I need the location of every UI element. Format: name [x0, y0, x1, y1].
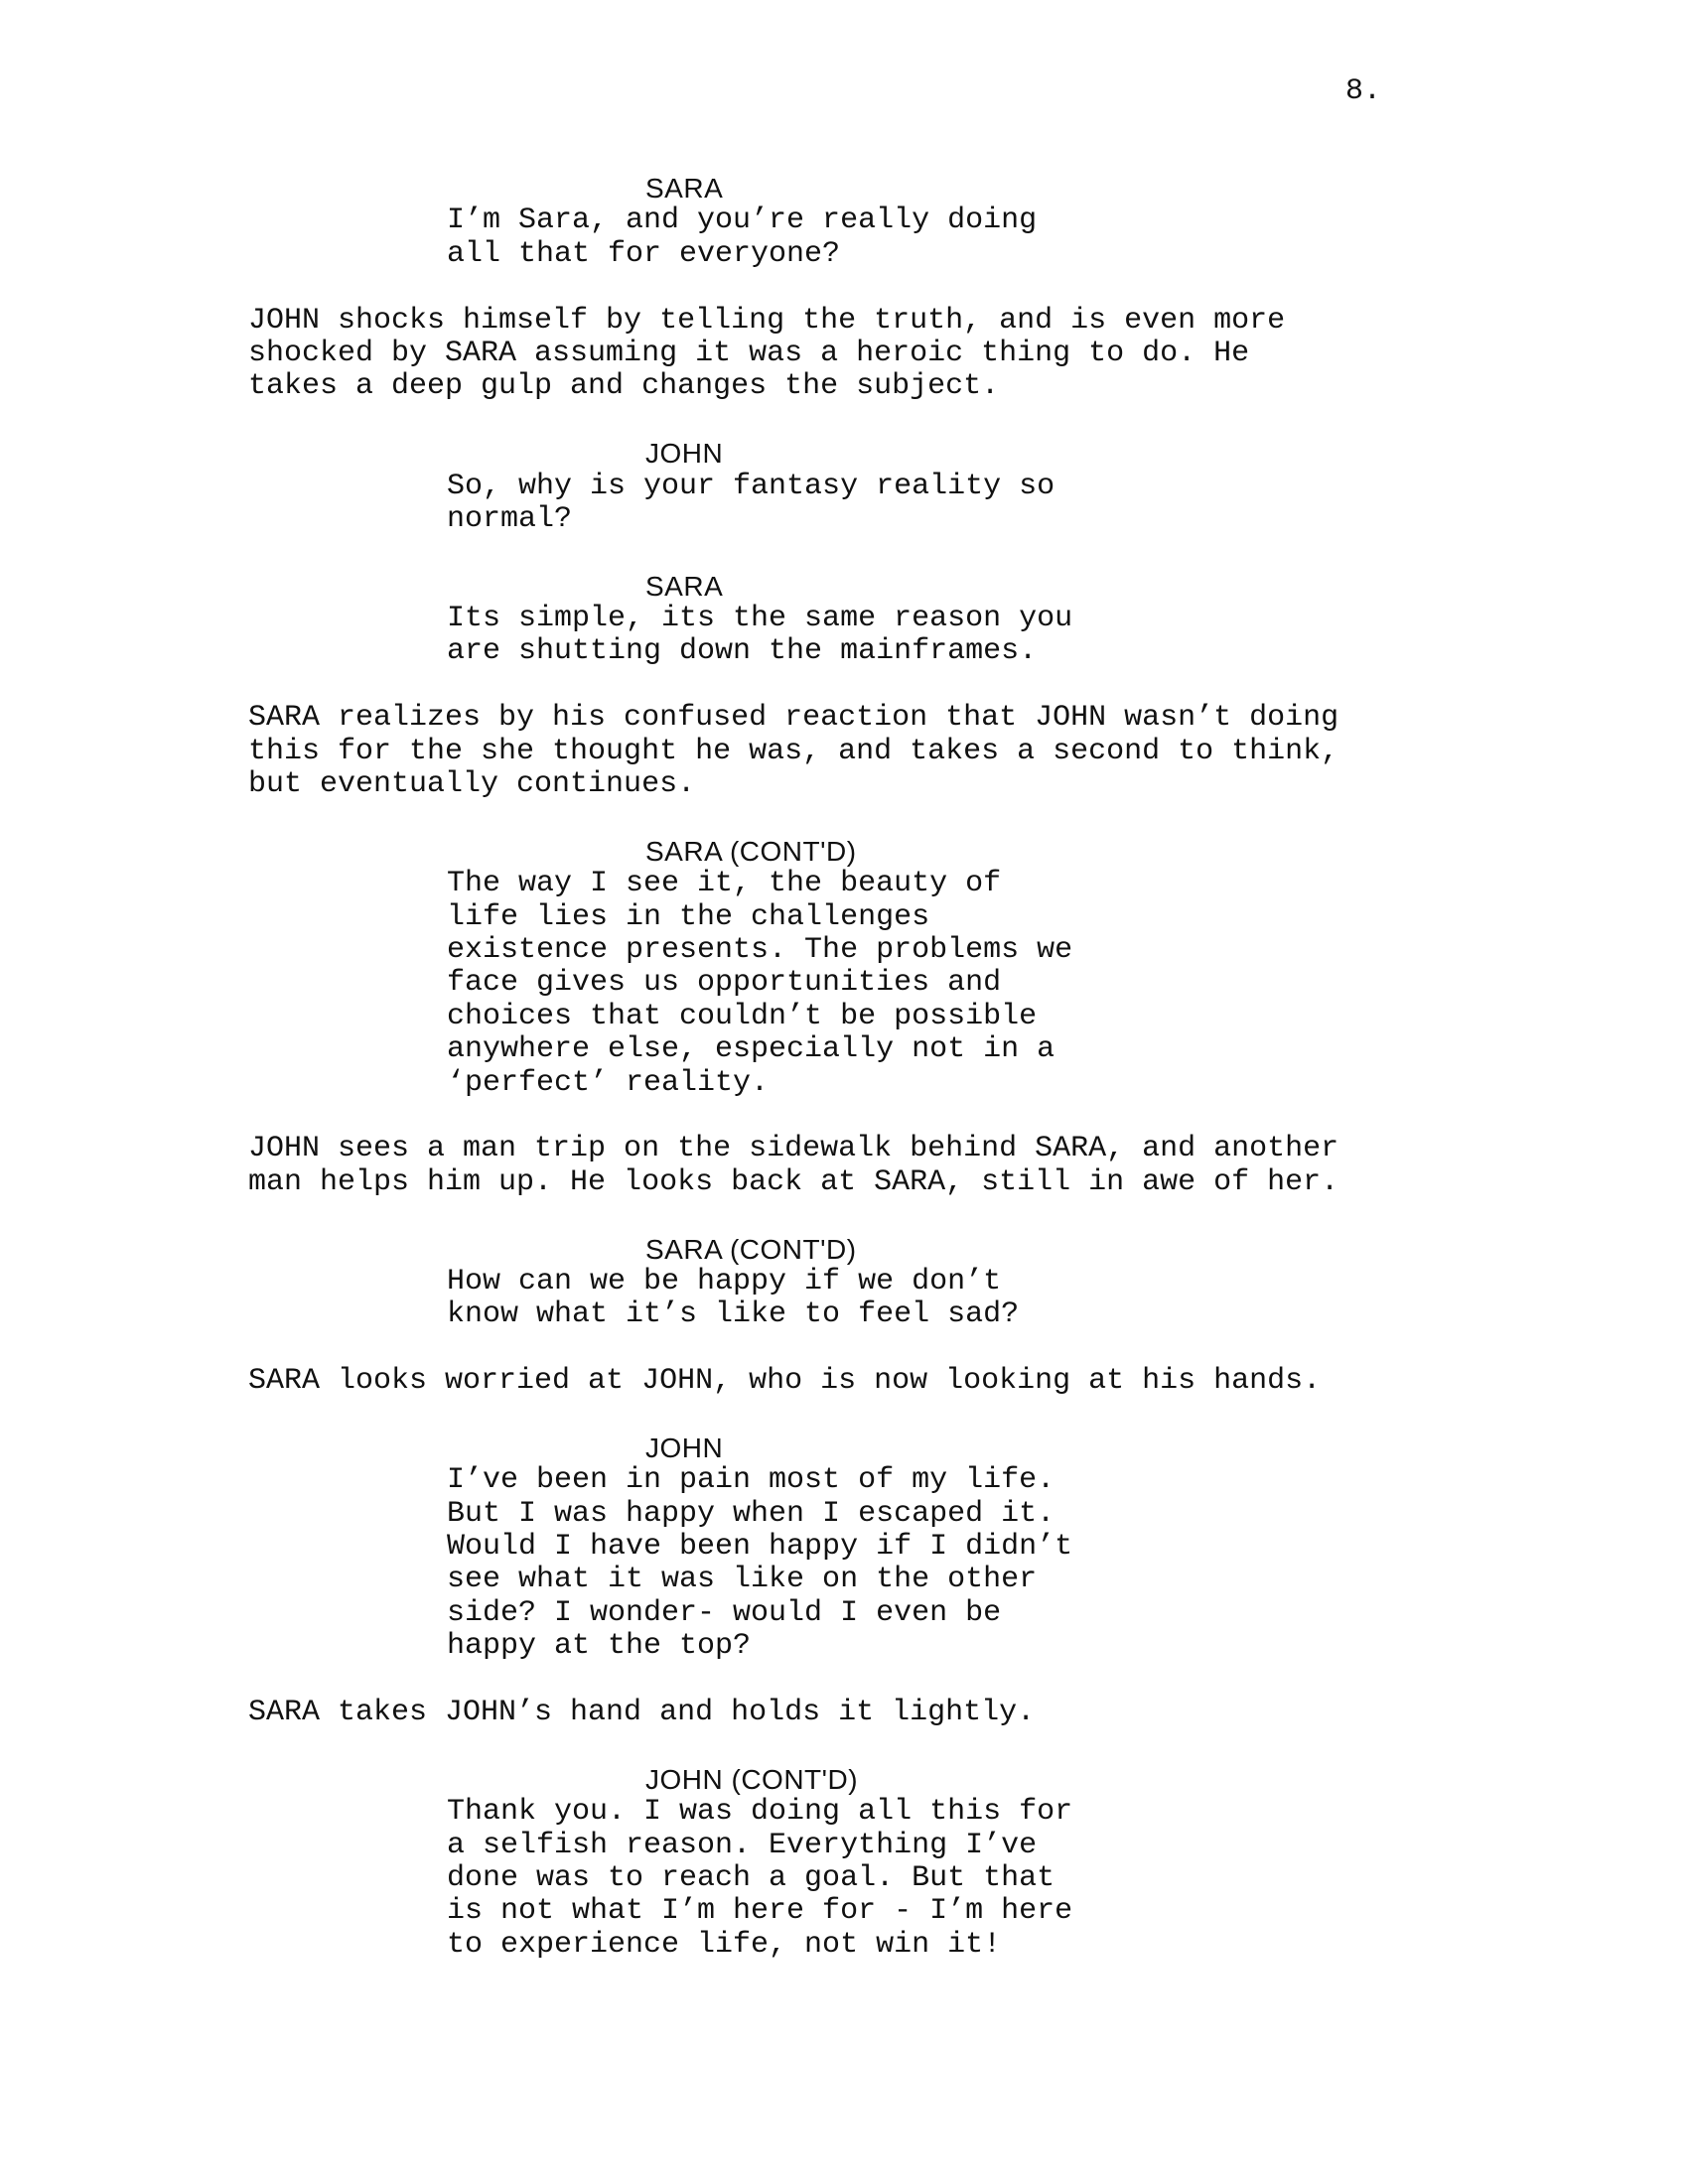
dialogue-line: is not what I’m here for - I’m here	[447, 1894, 1073, 1929]
action-block	[248, 1133, 1539, 1199]
action-line: JOHN sees a man trip on the sidewalk behind SARA, and another	[248, 1132, 1339, 1166]
dialogue-line: life lies in the challenges	[447, 899, 930, 934]
dialogue-block	[248, 570, 1539, 669]
action-line: SARA realizes by his confused reaction that JOHN wasn’t doing	[248, 701, 1339, 736]
page-number: 8.	[1345, 74, 1382, 108]
dialogue-line: to experience life, not win it!	[447, 1927, 1002, 1962]
dialogue-line: How can we be happy if we don’t	[447, 1264, 1002, 1298]
dialogue-block	[248, 1763, 1539, 1962]
action-block	[248, 1697, 1539, 1729]
dialogue-line: choices that couldn’t be possible	[447, 999, 1038, 1033]
action-line: SARA looks worried at JOHN, who is now looking at his hands.	[248, 1364, 1322, 1399]
dialogue-line: anywhere else, especially not in a	[447, 1032, 1055, 1067]
character-name: SARA	[645, 173, 724, 204]
dialogue-block	[248, 1432, 1539, 1664]
dialogue-block	[248, 437, 1539, 536]
dialogue-line: done was to reach a goal. But that	[447, 1860, 1055, 1895]
dialogue-line: ‘perfect’ reality.	[447, 1065, 770, 1100]
dialogue-block	[248, 172, 1539, 271]
dialogue-line: know what it’s like to feel sad?	[447, 1297, 1020, 1332]
dialogue-line: are shutting down the mainframes.	[447, 634, 1038, 669]
dialogue-line: see what it was like on the other	[447, 1563, 1038, 1597]
action-block	[248, 1365, 1539, 1398]
dialogue-line: existence presents. The problems we	[447, 932, 1073, 967]
dialogue-line: So, why is your fantasy reality so	[447, 469, 1055, 503]
action-block	[248, 702, 1539, 801]
dialogue-line: Thank you. I was doing all this for	[447, 1795, 1073, 1830]
dialogue-line: happy at the top?	[447, 1629, 752, 1664]
action-line: but eventually continues.	[248, 767, 696, 802]
dialogue-line: But I was happy when I escaped it.	[447, 1496, 1055, 1531]
character-name: SARA (CONT'D)	[645, 1233, 857, 1265]
dialogue-line: normal?	[447, 501, 573, 536]
dialogue-line: a selfish reason. Everything I’ve	[447, 1828, 1038, 1862]
character-name: SARA (CONT'D)	[645, 835, 857, 867]
action-line: JOHN shocks himself by telling the truth, and is even more	[248, 303, 1286, 338]
dialogue-line: I’m Sara, and you’re really doing	[447, 204, 1038, 238]
dialogue-line: Would I have been happy if I didn’t	[447, 1530, 1073, 1565]
action-line: man helps him up. He looks back at SARA, still in awe of her.	[248, 1164, 1339, 1199]
action-line: shocked by SARA assuming it was a heroic thing to do. He	[248, 336, 1250, 370]
dialogue-line: The way I see it, the beauty of	[447, 867, 1002, 901]
dialogue-line: I’ve been in pain most of my life.	[447, 1463, 1055, 1498]
action-block	[248, 305, 1539, 404]
dialogue-line: face gives us opportunities and	[447, 966, 1002, 1001]
dialogue-block	[248, 1233, 1539, 1332]
action-line: SARA takes JOHN’s hand and holds it lightly.	[248, 1695, 1036, 1729]
character-name: JOHN (CONT'D)	[645, 1763, 859, 1795]
dialogue-line: all that for everyone?	[447, 236, 841, 271]
character-name: JOHN	[645, 1432, 724, 1463]
dialogue-line: side? I wonder- would I even be	[447, 1595, 1002, 1630]
action-line: this for the she thought he was, and takes a second to think,	[248, 734, 1339, 768]
dialogue-block	[248, 835, 1539, 1100]
action-line: takes a deep gulp and changes the subject.	[248, 369, 1000, 404]
character-name: JOHN	[645, 438, 724, 470]
script-body	[248, 172, 1539, 1994]
character-name: SARA	[645, 570, 724, 602]
dialogue-line: Its simple, its the same reason you	[447, 602, 1073, 636]
